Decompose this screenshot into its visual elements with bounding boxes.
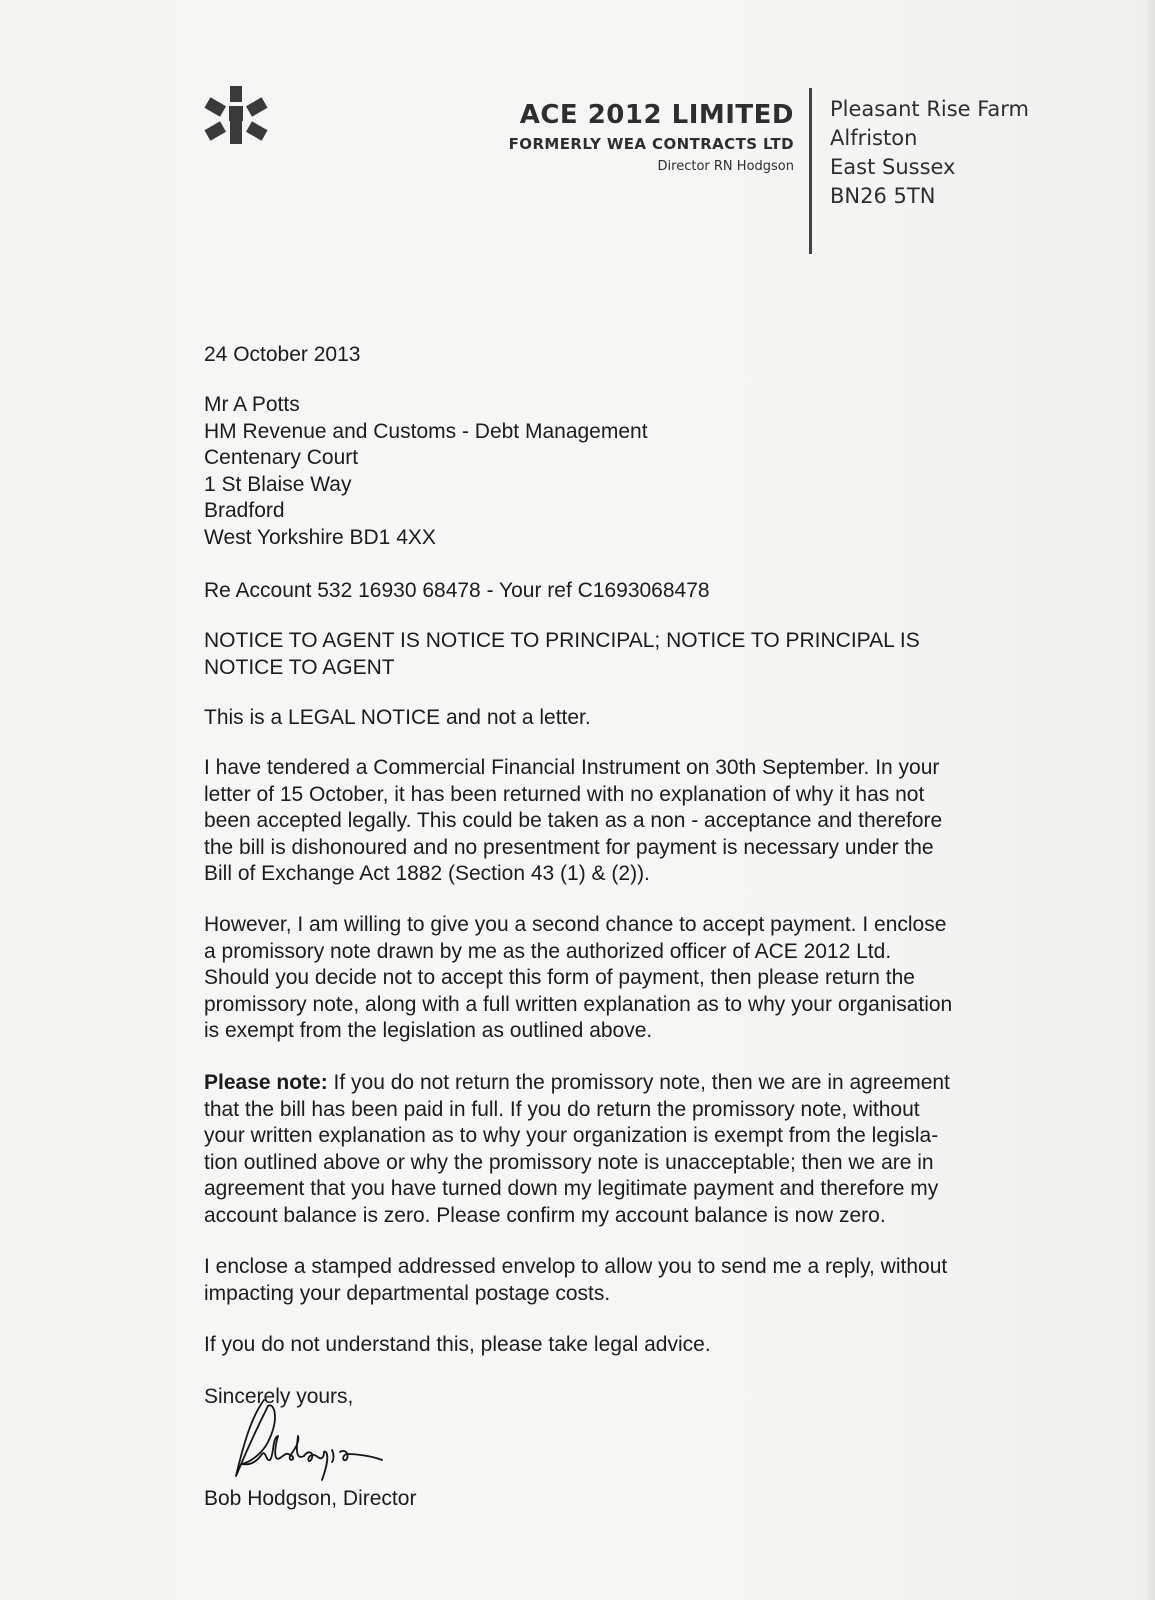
paragraph-line: the bill is dishonoured and no presentment for payment is necessary under the bbox=[204, 835, 934, 859]
paragraph-line bbox=[204, 1070, 950, 1097]
paragraph-line: impacting your departmental postage costs. bbox=[204, 1281, 611, 1305]
legal-advice-line: If you do not understand this, please take legal advice. bbox=[204, 1333, 711, 1356]
handwritten-signature bbox=[222, 1394, 432, 1484]
paragraph-line: a promissory note drawn by me as the authorized officer of ACE 2012 Ltd. bbox=[204, 939, 892, 963]
paragraph-second-chance bbox=[204, 912, 952, 1045]
recipient-line: Centenary Court bbox=[204, 446, 359, 469]
logo-arm-bottom bbox=[230, 121, 242, 144]
company-name: ACE 2012 LIMITED bbox=[519, 100, 794, 130]
logo-arm-lower-right bbox=[246, 121, 268, 140]
logo-arm-upper-right bbox=[246, 97, 268, 116]
paragraph-line: account balance is zero. Please confirm my account balance is now zero. bbox=[204, 1203, 886, 1227]
paragraph-line: been accepted legally. This could be taken as a non - acceptance and therefore bbox=[204, 809, 943, 832]
address-line: Alfriston bbox=[830, 126, 918, 150]
address-line: Pleasant Rise Farm bbox=[830, 97, 1030, 121]
signatory-name: Bob Hodgson, Director bbox=[204, 1487, 417, 1510]
logo-arm-center bbox=[229, 106, 243, 121]
signature-stroke bbox=[332, 1450, 382, 1462]
paragraph-line: agreement that you have turned down my legitimate payment and therefore my bbox=[204, 1177, 939, 1200]
notice-line: NOTICE TO AGENT bbox=[204, 655, 395, 679]
paragraph-line: Should you decide not to accept this form of payment, then please return the bbox=[204, 966, 915, 989]
notice-heading bbox=[204, 628, 920, 681]
paragraph-tender bbox=[204, 755, 942, 888]
paragraph-line: letter of 15 October, it has been returned with no explanation of why it has not bbox=[204, 782, 925, 806]
recipient-line: HM Revenue and Customs - Debt Management bbox=[204, 419, 648, 443]
paragraph-line: However, I am willing to give you a second chance to accept payment. I enclose bbox=[204, 913, 947, 936]
recipient-line: West Yorkshire BD1 4XX bbox=[204, 525, 436, 549]
paragraph-line: is exempt from the legislation as outlined above. bbox=[204, 1019, 653, 1042]
closing-salutation: Sincerely yours, bbox=[204, 1385, 354, 1408]
header-divider bbox=[809, 88, 812, 254]
paragraph-line: I enclose a stamped addressed envelop to allow you to send me a reply, without bbox=[204, 1255, 948, 1278]
sender-address bbox=[830, 95, 1029, 211]
address-line: BN26 5TN bbox=[830, 184, 936, 208]
paragraph-please-note bbox=[204, 1070, 950, 1229]
address-line: East Sussex bbox=[830, 155, 956, 179]
letter-date: 24 October 2013 bbox=[204, 343, 361, 366]
paragraph-envelope bbox=[204, 1254, 947, 1307]
paragraph-line: I have tendered a Commercial Financial Instrument on 30th September. In your bbox=[204, 756, 940, 779]
paragraph-line: promissory note, along with a full written explanation as to why your organisation bbox=[204, 992, 953, 1016]
recipient-line: 1 St Blaise Way bbox=[204, 472, 352, 496]
logo-arm-top bbox=[230, 86, 242, 102]
please-note-label: Please note: bbox=[204, 1071, 328, 1094]
asterisk-logo-icon bbox=[201, 84, 271, 154]
notice-line: NOTICE TO AGENT IS NOTICE TO PRINCIPAL; NOTICE TO PRINCIPAL IS bbox=[204, 629, 920, 652]
recipient-line: Mr A Potts bbox=[204, 393, 300, 416]
paragraph-line: your written explanation as to why your organization is exempt from the legisla- bbox=[204, 1124, 939, 1147]
paragraph-line: tion outlined above or why the promissory note is unacceptable; then we are in bbox=[204, 1150, 934, 1174]
signature-stroke bbox=[304, 1451, 327, 1480]
logo-arm-lower-left bbox=[204, 121, 226, 140]
recipient-address bbox=[204, 392, 648, 551]
paragraph-line: Bill of Exchange Act 1882 (Section 43 (1) & (2)). bbox=[204, 862, 650, 885]
account-reference: Re Account 532 16930 68478 - Your ref C1693068478 bbox=[204, 579, 710, 602]
company-block bbox=[509, 98, 794, 176]
legal-notice-statement: This is a LEGAL NOTICE and not a letter. bbox=[204, 706, 591, 729]
please-note-text: If you do not return the promissory note, then we are in agreement bbox=[327, 1071, 950, 1094]
recipient-line: Bradford bbox=[204, 499, 285, 522]
logo-arm-upper-left bbox=[204, 97, 226, 116]
company-former-name: FORMERLY WEA CONTRACTS LTD bbox=[508, 135, 794, 153]
paragraph-line: that the bill has been paid in full. If you do return the promissory note, without bbox=[204, 1097, 920, 1121]
company-director: Director RN Hodgson bbox=[657, 159, 794, 174]
